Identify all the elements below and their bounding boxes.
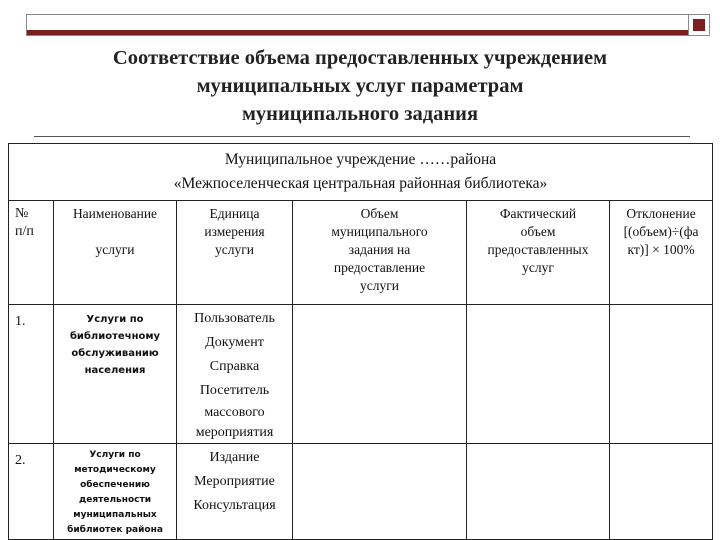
header-text: предоставленных [487,242,589,257]
title-line: муниципальных услуг параметрам [196,75,524,97]
header-text: объем [520,224,556,239]
unit-text: мероприятия [195,425,274,440]
service-text: муниципальных [73,510,157,520]
header-text: п/п [15,224,34,239]
service-text: методическому [74,465,156,475]
unit-text: Документ [205,335,264,350]
corner-decorative-box [688,14,710,36]
service-text: библиотечному [69,331,161,342]
header-row [9,201,713,305]
unit-text: Посетитель [199,383,270,398]
table-row [9,305,713,444]
title-line: Соответствие объема предоставленных учреждением [112,47,608,69]
unit-list [177,444,293,540]
header-deviation [610,201,713,305]
corner-fill [693,19,705,31]
service-text: Услуги по [89,450,141,460]
header-num [9,201,54,305]
service-text: населения [84,365,146,376]
header-text: услуги [95,242,135,257]
header-text: Отклонение [626,206,696,221]
header-text: измерения [204,224,265,239]
header-text: услуги [215,242,254,257]
unit-text: Консультация [193,498,276,513]
service-text: Услуги по [86,314,144,325]
volume-cell [293,305,467,444]
unit-text: Пользователь [194,311,275,326]
service-text: обеспечению [80,480,150,490]
service-name [54,305,177,444]
unit-text: массового [204,405,265,420]
institution-line: «Межпоселенческая центральная районная библиотека» [173,175,548,192]
title-divider [34,136,690,137]
header-text: № [15,206,29,221]
header-text: Фактический [499,206,577,221]
header-text: [(объем)÷(фа [623,224,699,239]
header-text [54,223,176,241]
header-text: Наименование [72,206,158,221]
row-number: 1. [9,305,54,444]
header-text: услуг [522,260,554,275]
deviation-cell [610,444,713,540]
actual-cell [467,444,610,540]
institution-row [9,144,713,201]
service-text: деятельности [78,495,151,505]
header-volume [293,201,467,305]
header-text: Объем [360,206,399,221]
unit-text: Издание [209,450,260,465]
service-text: библиотек района [67,525,163,535]
page-title [40,44,680,128]
header-name [54,201,177,305]
title-line: муниципального задания [241,103,479,125]
institution-cell [9,144,713,201]
header-text: задания на [348,242,411,257]
services-table [8,143,713,540]
unit-text: Мероприятие [194,474,275,489]
institution-line: Муниципальное учреждение ……района [224,151,497,168]
header-text: кт)] × 100% [627,242,695,257]
header-actual [467,201,610,305]
header-text: муниципального [331,224,428,239]
volume-cell [293,444,467,540]
header-text: Единица [209,206,260,221]
table-row [9,444,713,540]
header-text: предоставление [333,260,426,275]
top-decorative-bar [26,14,690,36]
deviation-cell [610,305,713,444]
service-text: обслуживанию [71,348,159,359]
actual-cell [467,305,610,444]
accent-stripe [27,30,689,35]
service-name [54,444,177,540]
unit-text: Справка [209,359,260,374]
unit-list [177,305,293,444]
row-number: 2. [9,444,54,540]
header-text: услуги [360,278,399,293]
header-unit [177,201,293,305]
